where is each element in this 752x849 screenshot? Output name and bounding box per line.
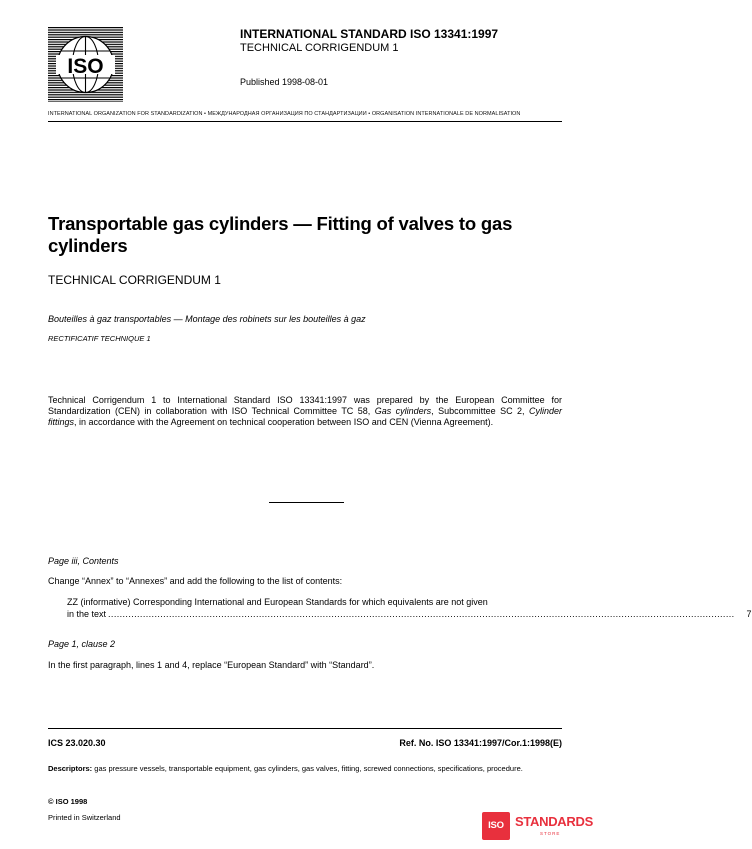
watermark-badge <box>482 812 510 840</box>
document-title: Transportable gas cylinders — Fitting of valves to gas cylinders <box>48 213 513 256</box>
toc-entry-text: in the text <box>67 609 107 619</box>
ics-code: ICS 23.020.30 <box>48 738 106 748</box>
standard-subtitle: TECHNICAL CORRIGENDUM 1 <box>240 42 399 54</box>
correction-2-instruction: In the first paragraph, lines 1 and 4, replace “European Standard” with “Standard”. <box>48 660 375 670</box>
correction-1-instruction: Change “Annex” to “Annexes” and add the following to the list of contents: <box>48 576 343 586</box>
intro-emphasis-cylinder-fittings: Cylinder fittings <box>48 406 562 427</box>
iso-standards-store-watermark <box>482 812 594 844</box>
correction-1-location: Page iii, Contents <box>48 556 119 566</box>
intro-text-3: , in accordance with the Agreement on technical cooperation between ISO and CEN (Vienna Agreement). <box>74 417 494 427</box>
section-divider <box>269 502 344 503</box>
watermark-subtext: STORE <box>540 831 561 836</box>
descriptors <box>48 764 562 774</box>
published-date: Published 1998-08-01 <box>240 77 329 87</box>
toc-leader-dots: ........................................................................................................................................................................................................................ <box>108 609 735 619</box>
reference-number: Ref. No. ISO 13341:1997/Cor.1:1998(E) <box>399 738 562 748</box>
toc-entry-line1: ZZ (informative) Corresponding International and European Standards for which equivalents are not given <box>67 597 488 607</box>
french-title: Bouteilles à gaz transportables — Montage des robinets sur les bouteilles à gaz <box>48 314 366 324</box>
printed-in: Printed in Switzerland <box>48 813 121 822</box>
watermark-badge-text: ISO <box>488 820 504 831</box>
correction-2-location: Page 1, clause 2 <box>48 639 116 649</box>
toc-entry-line2 <box>67 609 752 619</box>
descriptors-label: Descriptors: <box>48 764 93 773</box>
french-corrigendum-label: RECTIFICATIF TECHNIQUE 1 <box>48 334 151 343</box>
toc-page-number: 7 <box>746 609 752 619</box>
corrigendum-label: TECHNICAL CORRIGENDUM 1 <box>48 273 221 287</box>
standard-title: INTERNATIONAL STANDARD ISO 13341:1997 <box>240 27 499 41</box>
descriptors-text: gas pressure vessels, transportable equipment, gas cylinders, gas valves, fitting, screwed connections, specifications, procedure. <box>92 764 523 773</box>
intro-text-1: Technical Corrigendum 1 to International Standard ISO 13341:1997 was prepared by the European Committee for Standardization (CEN) in collaboration with ISO Technical Committee TC 58, <box>48 395 562 416</box>
header-divider <box>48 121 562 122</box>
intro-emphasis-gas-cylinders: Gas cylinders <box>374 406 432 416</box>
intro-text-2: , Subcommittee SC 2, <box>431 406 529 416</box>
watermark-text: STANDARDS <box>515 814 593 829</box>
iso-logo <box>48 27 123 102</box>
copyright: © ISO 1998 <box>48 797 88 806</box>
footer-divider <box>48 728 562 729</box>
iso-logo-text: ISO <box>67 55 104 78</box>
organization-line: INTERNATIONAL ORGANIZATION FOR STANDARDIZATION • МЕЖДУНАРОДНАЯ ОРГАНИЗАЦИЯ ПО СТАНДАРТИЗАЦИИ • ORGANISATION INTERNATIONALE DE NORMALISATION <box>48 111 521 117</box>
intro-paragraph <box>48 395 562 428</box>
